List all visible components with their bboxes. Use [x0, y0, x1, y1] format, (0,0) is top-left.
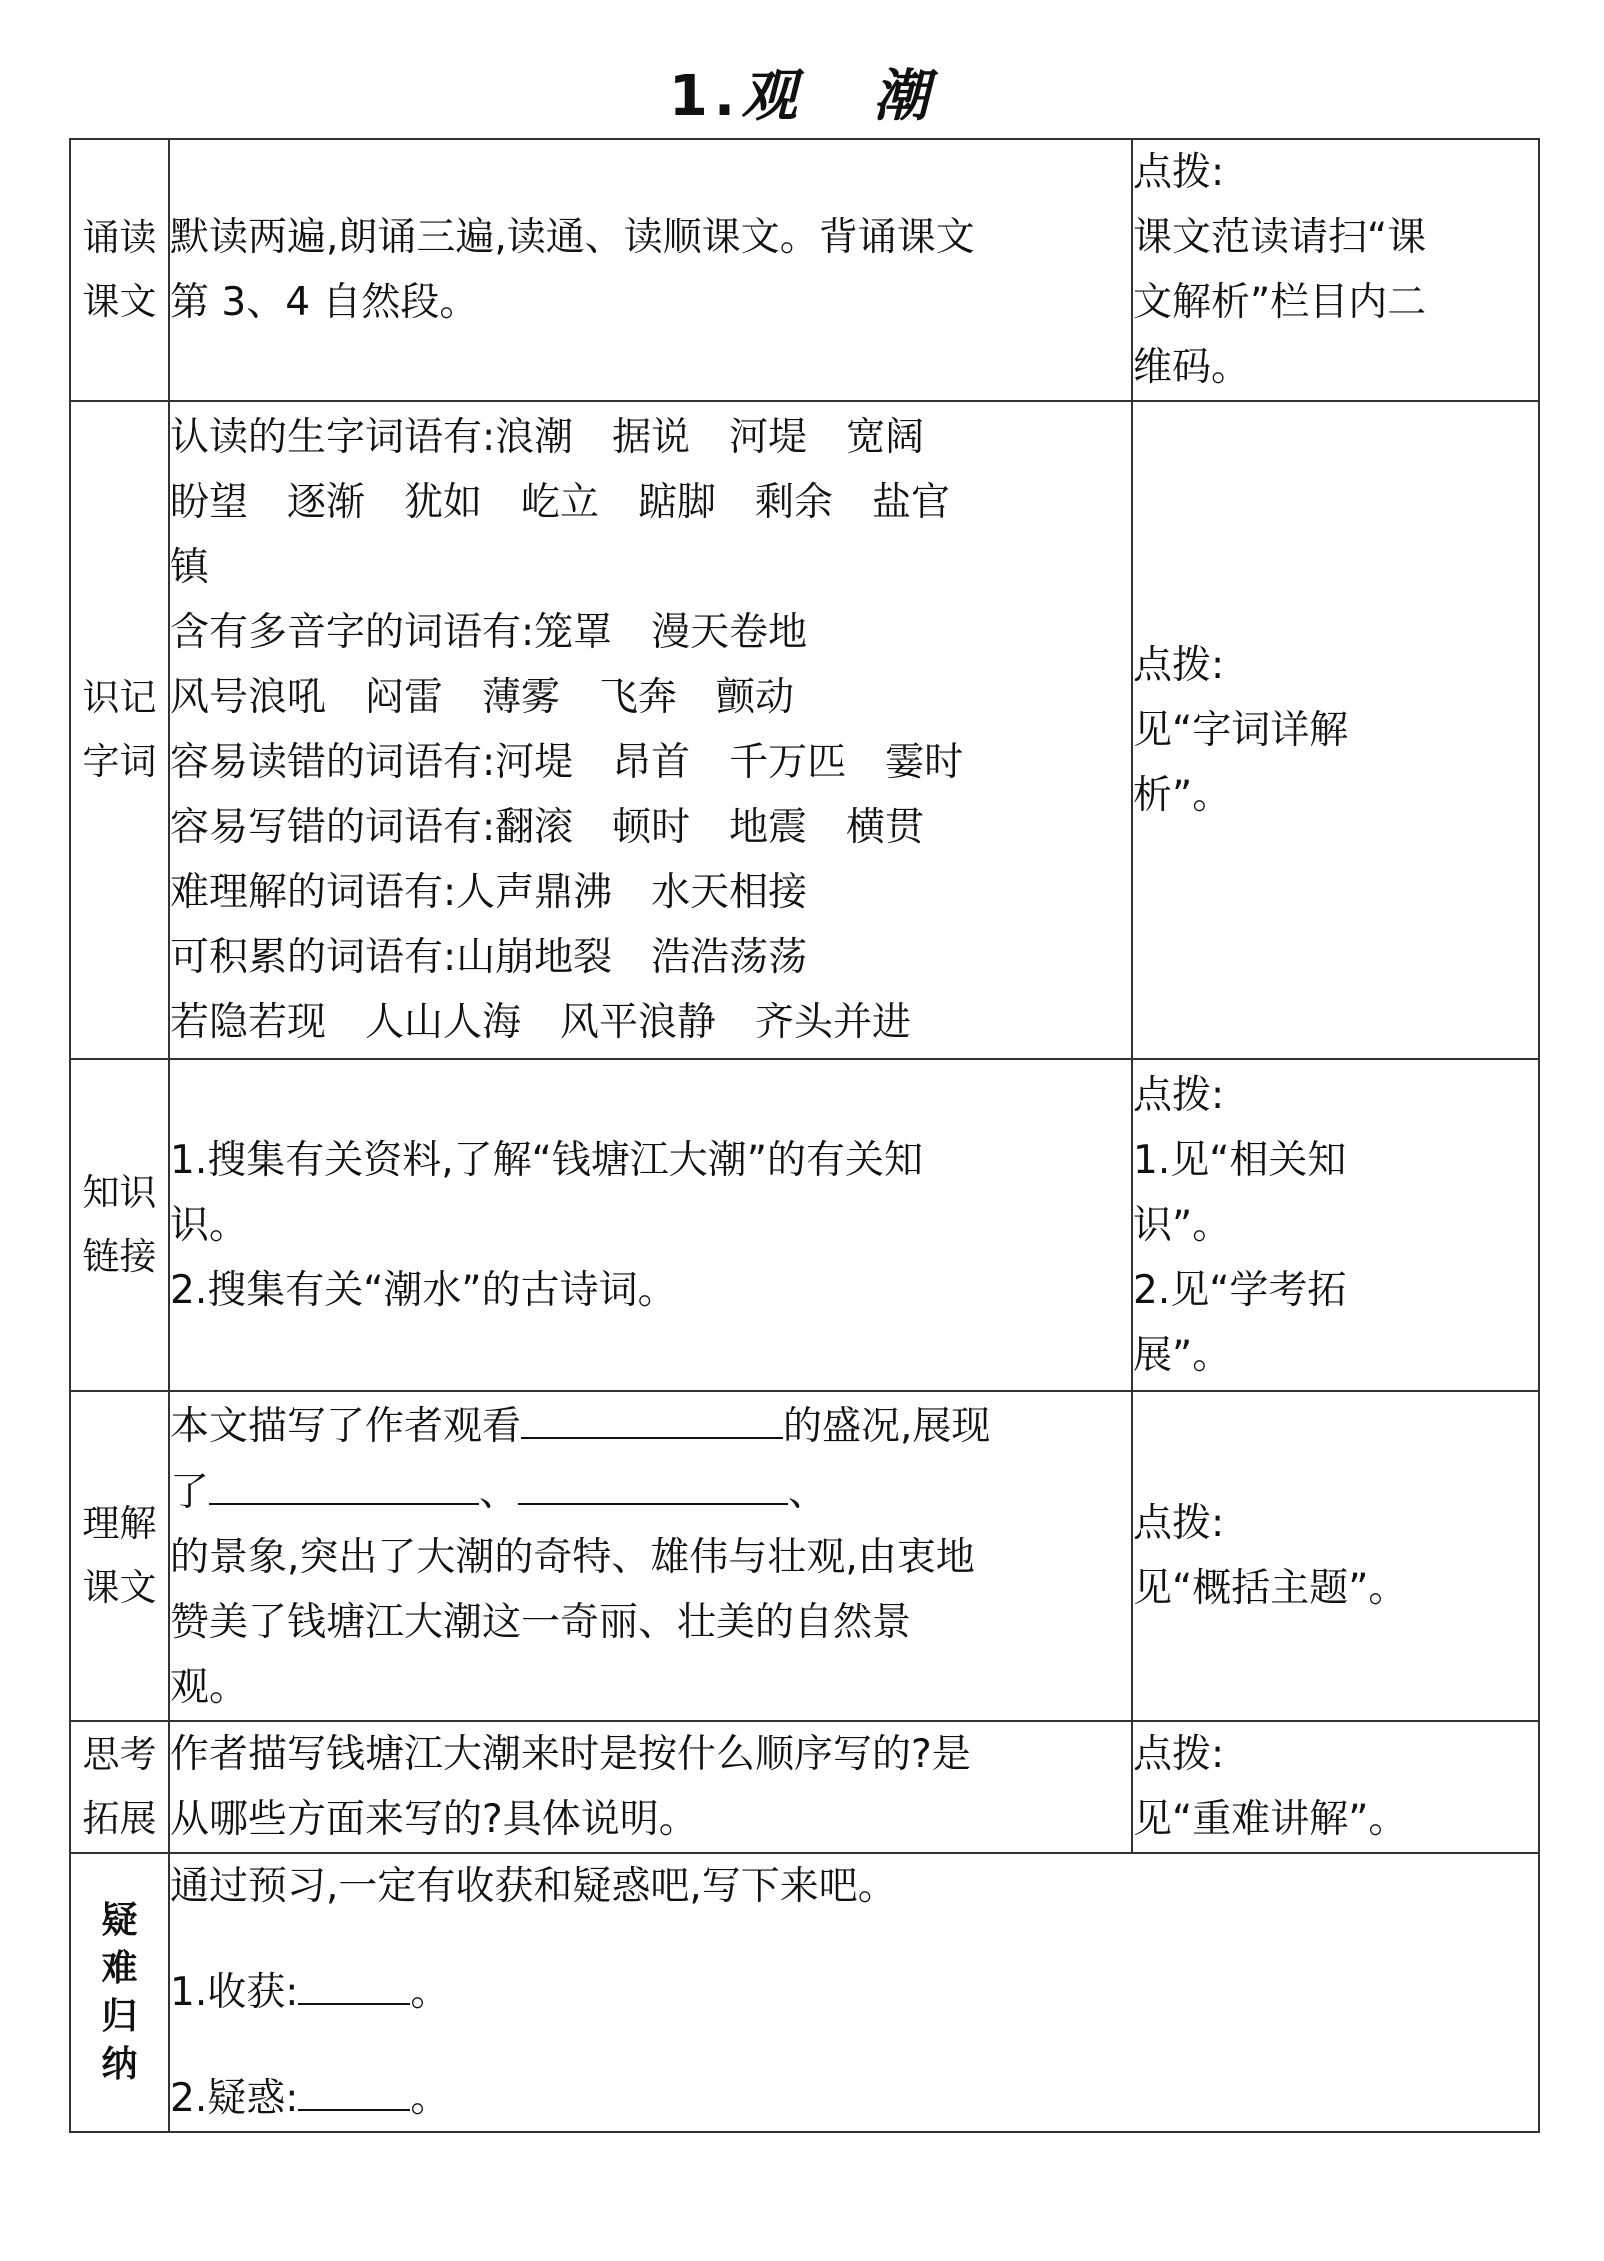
row-header-line: 课文: [82, 280, 157, 323]
table-row-knowledge-link: [70, 1059, 1539, 1391]
content-text: 、: [788, 1469, 828, 1515]
row-content: [169, 1853, 1539, 2132]
hint-label: 点拨:: [1133, 1501, 1225, 1546]
hint-line: 析”。: [1133, 772, 1232, 818]
row-header: [70, 1059, 169, 1391]
row-header-line: 难: [101, 1947, 138, 1989]
gain-label: 1.收获:: [170, 1970, 299, 2015]
row-content: [169, 139, 1132, 401]
row-header: [70, 139, 169, 401]
page-title: [0, 62, 1604, 132]
hint-line: 展”。: [1133, 1332, 1232, 1378]
content-line: 作者描写钱塘江大潮来时是按什么顺序写的?是: [170, 1732, 971, 1777]
row-header-line: 字词: [82, 740, 157, 783]
row-content: [169, 1721, 1132, 1853]
table-row-think-expand: [70, 1721, 1539, 1853]
content-line: 可积累的词语有:山崩地裂 浩浩荡荡: [170, 935, 808, 980]
content-line: [170, 1459, 1131, 1525]
row-content: [169, 1059, 1132, 1391]
content-text: 本文描写了作者观看: [170, 1403, 522, 1449]
content-line: [170, 1959, 1538, 2025]
study-table: [69, 138, 1540, 2133]
row-header-line: 课文: [82, 1566, 157, 1609]
fill-blank-2[interactable]: [209, 1459, 479, 1505]
row-header-line: 理解: [82, 1502, 157, 1545]
content-line: 观。: [170, 1664, 249, 1710]
doubt-blank[interactable]: [298, 2065, 410, 2111]
content-line: [170, 1393, 1131, 1459]
fill-blank-3[interactable]: [518, 1459, 788, 1505]
spacer: [170, 2025, 1538, 2065]
gain-blank[interactable]: [298, 1959, 410, 2005]
content-line: 若隐若现 人山人海 风平浪静 齐头并进: [170, 1000, 912, 1045]
content-line: 容易读错的词语有:河堤 昂首 千万匹 霎时: [170, 740, 964, 785]
hint-line: 课文范读请扫“课: [1133, 215, 1427, 260]
content-line: 第 3、4 自然段。: [170, 280, 479, 325]
row-header: [70, 1721, 169, 1853]
content-line: 难理解的词语有:人声鼎沸 水天相接: [170, 870, 808, 915]
row-header: [70, 1853, 169, 2132]
title-char-2: 潮: [873, 64, 936, 129]
row-hint: [1132, 1059, 1539, 1391]
content-line: 赞美了钱塘江大潮这一奇丽、壮美的自然景: [170, 1599, 912, 1645]
row-header-line: 链接: [82, 1235, 157, 1278]
content-line: 认读的生字词语有:浪潮 据说 河堤 宽阔: [170, 415, 925, 460]
hint-line: 维码。: [1133, 345, 1251, 390]
table-row-questions-summary: [70, 1853, 1539, 2132]
hint-label: 点拨:: [1133, 1732, 1225, 1777]
content-text: 、: [479, 1469, 519, 1515]
spacer: [170, 1919, 1538, 1959]
content-line: 识。: [170, 1202, 249, 1248]
hint-line: 见“字词详解: [1133, 707, 1349, 753]
content-text: 了: [170, 1469, 210, 1515]
content-line: [170, 2065, 1538, 2131]
row-hint: [1132, 1391, 1539, 1721]
content-line: 2.搜集有关“潮水”的古诗词。: [170, 1267, 677, 1313]
hint-line: 2.见“学考拓: [1133, 1267, 1347, 1313]
row-hint: [1132, 401, 1539, 1059]
content-line: 的景象,突出了大潮的奇特、雄伟与壮观,由衷地: [170, 1534, 975, 1580]
hint-line: 文解析”栏目内二: [1133, 280, 1427, 325]
row-header-line: 疑: [101, 1899, 138, 1941]
table-row-vocabulary: [70, 401, 1539, 1059]
row-content: [169, 401, 1132, 1059]
title-char-1: 观: [741, 64, 804, 129]
content-line: 风号浪吼 闷雷 薄雾 飞奔 颤动: [170, 675, 795, 720]
row-header-line: 识记: [82, 676, 157, 719]
content-text: 的盛况,展现: [783, 1403, 991, 1449]
content-text: 。: [410, 2076, 450, 2121]
content-line: 通过预习,一定有收获和疑惑吧,写下来吧。: [170, 1864, 897, 1909]
row-content: [169, 1391, 1132, 1721]
row-header: [70, 1391, 169, 1721]
content-line: 从哪些方面来写的?具体说明。: [170, 1797, 698, 1842]
content-line: 镇: [170, 545, 210, 590]
row-header-line: 归: [101, 1995, 138, 2037]
row-header-line: 拓展: [82, 1797, 157, 1840]
content-line: 含有多音字的词语有:笼罩 漫天卷地: [170, 610, 808, 655]
row-header-line: 思考: [82, 1733, 157, 1776]
hint-label: 点拨:: [1133, 150, 1225, 195]
table-row-understand-text: [70, 1391, 1539, 1721]
content-text: 。: [410, 1970, 450, 2015]
row-hint: [1132, 1721, 1539, 1853]
content-line: 盼望 逐渐 犹如 屹立 踮脚 剩余 盐官: [170, 480, 951, 525]
fill-blank-1[interactable]: [521, 1393, 783, 1439]
content-line: 容易写错的词语有:翻滚 顿时 地震 横贯: [170, 805, 925, 850]
hint-line: 见“重难讲解”。: [1133, 1797, 1408, 1842]
doubt-label: 2.疑惑:: [170, 2076, 299, 2121]
hint-line: 见“概括主题”。: [1133, 1566, 1408, 1611]
row-header-line: 纳: [101, 2043, 138, 2085]
hint-label: 点拨:: [1133, 642, 1225, 688]
row-header: [70, 401, 169, 1059]
row-header-line: 诵读: [82, 216, 157, 259]
hint-label: 点拨:: [1133, 1072, 1225, 1118]
table-row-read-aloud: [70, 139, 1539, 401]
row-header-line: 知识: [82, 1171, 157, 1214]
row-hint: [1132, 139, 1539, 401]
content-line: 默读两遍,朗诵三遍,读通、读顺课文。背诵课文: [170, 215, 975, 260]
hint-line: 识”。: [1133, 1202, 1232, 1248]
content-line: 1.搜集有关资料,了解“钱塘江大潮”的有关知: [170, 1137, 924, 1183]
title-number: 1.: [668, 64, 742, 129]
hint-line: 1.见“相关知: [1133, 1137, 1347, 1183]
